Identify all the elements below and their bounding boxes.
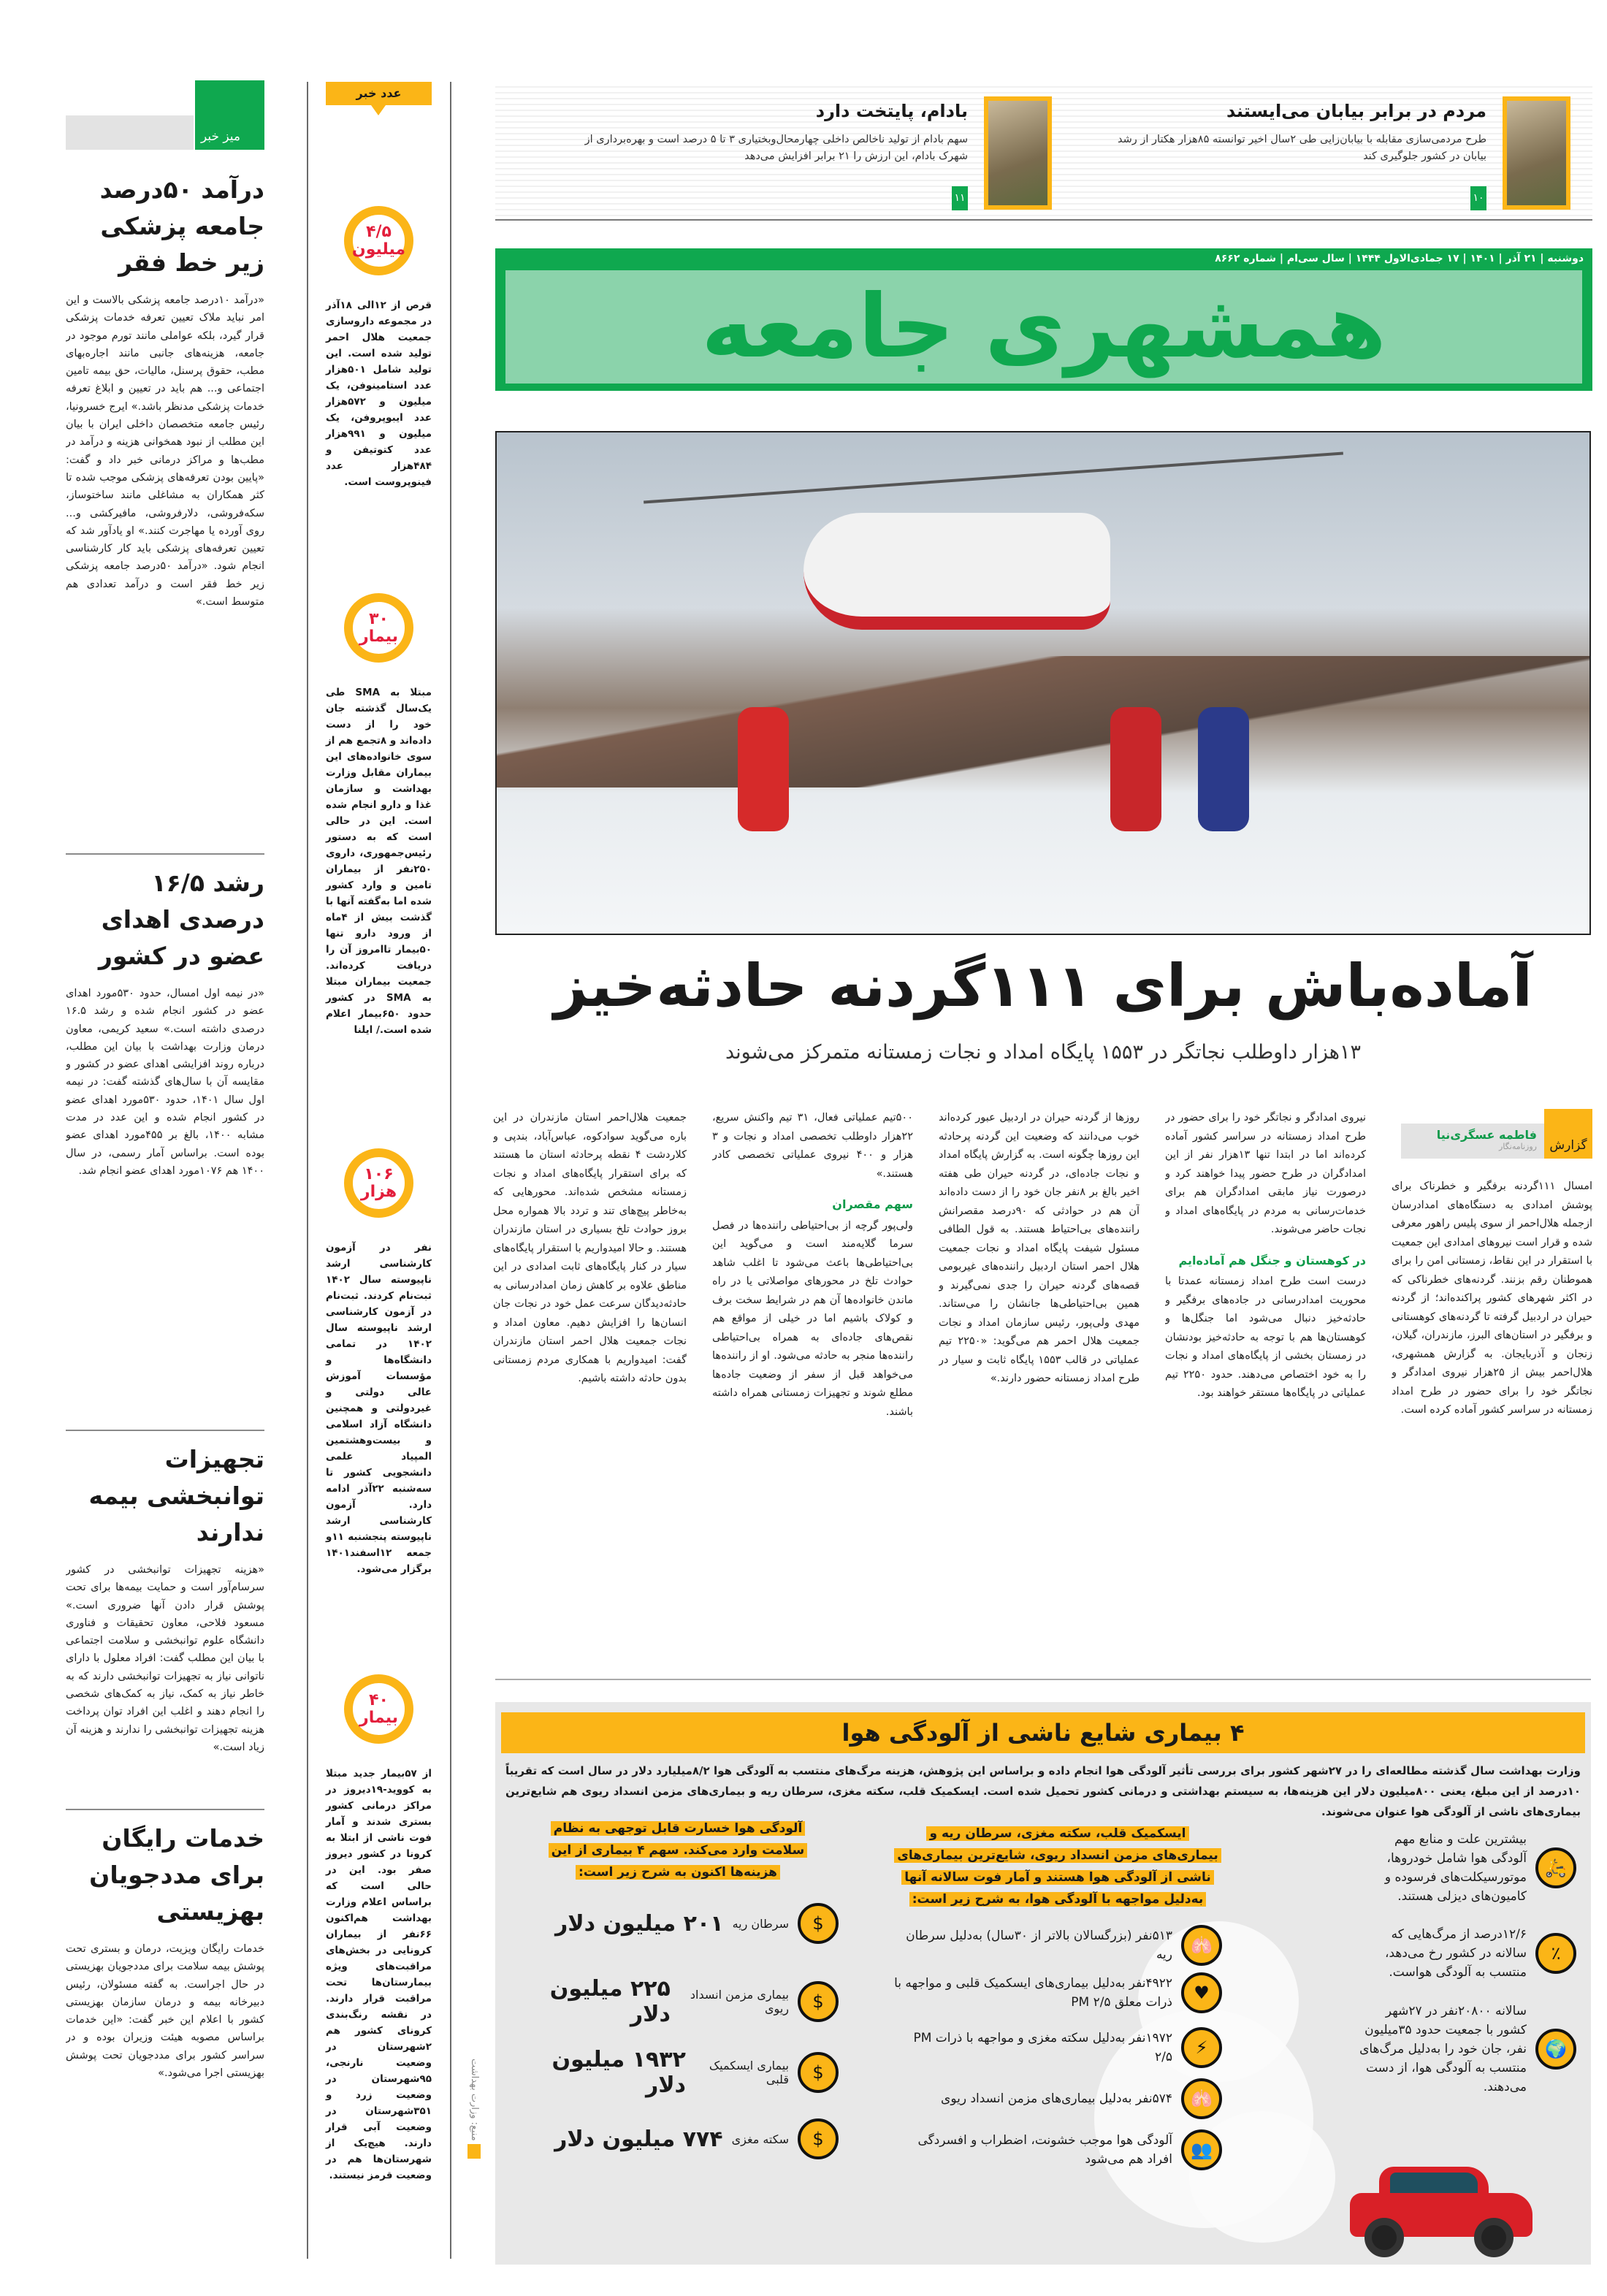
cost-label: سکته مغزی	[731, 2132, 789, 2146]
report-tag: گزارش	[1544, 1109, 1592, 1159]
article-column	[1165, 1109, 1366, 1664]
lungs-cancer-icon: 🫁	[1181, 1925, 1222, 1966]
cost-amount: ۱۹۳۲ میلیون دلار	[551, 2047, 686, 2098]
car-wheel	[1474, 2218, 1514, 2257]
section-tag-bar	[66, 115, 194, 150]
teaser-photo	[984, 96, 1052, 210]
number-text: از ۵۷بیمار جدید مبتلا به کووید-۱۹دیروز در مراکز درمانی کشور بستری شدند و آمار فوت ناشی از ابتلا به کرونا در کشور دیروز صفر بود. این در حالی است که براساس اعلام وزارت بهداشت هم‌اکنون ۶۶نفر از بیماران کرونایی در بخش‌های مراقبت‌های ویژه بیمارستان‌ها تحت مراقبت قرار دارند. در نقشه رنگ‌بندی کرونای کشور هم ۲شهرستان در وضعیت نارنجی، ۹۵شهرستان در وضعیت زرد و ۳۵۱شهرستان در وضعیت آبی قرار دارند. هیچ‌یک از شهرستان‌ها هم در وضعیت قرمز نیستند.	[326, 1768, 432, 2181]
death-stat	[893, 2078, 1222, 2119]
cost-item	[524, 1903, 839, 1944]
number-text: مبتلا به SMA طی یک‌سال گذشته جان خود را از دست داده‌اند و ۸تجمع هم از سوی خانواده‌های این بیماران مقابل وزارت بهداشت و سازمان غذا و دارو انجام شده است. این در حالی است که به دستور رئیس‌جمهوری، داروی ۲۵۰نفر از بیماران تامین و وارد کشور شده اما به‌گفته آنها با گذشت بیش از ۴ماه از ورود دارو تنها ۵۰بیمار تاامروز آن را دریافت کرده‌اند. جمعیت بیماران مبتلا به SMA در کشور حدود ۶۵۰بیمار اعلام شده است./ ایلنا	[326, 687, 432, 1036]
number-news-item	[326, 1148, 432, 1577]
main-subhead: ۱۳هزار داوطلب نجاتگر در ۱۵۵۳ پایگاه امداد و نجات زمستانه متمرکز می‌شوند	[725, 1041, 1362, 1064]
cost-amount: ۲۰۱ میلیون دلار	[555, 1910, 724, 1937]
teaser-item[interactable]	[1103, 96, 1570, 210]
death-stat	[893, 2129, 1222, 2170]
author-box	[1401, 1124, 1544, 1159]
costs-heading	[539, 1818, 817, 1883]
article-text: ۵۰۰تیم عملیاتی فعال، ۳۱ تیم واکنش سریع، ۲۲هزار داوطلب تخصصی امداد و نجات و ۳ هزار و ۴۰۰ نیروی عملیاتی تخصصی کادر هستند.»	[712, 1112, 913, 1180]
fact-text: ۱۲/۶درصد از مرگ‌هایی که سالانه در کشور رخ می‌دهد، منتسب به آلودگی هواست.	[1384, 1927, 1527, 1980]
infographic-intro: وزارت بهداشت سال گذشته مطالعه‌ای را در ۲۷شهر کشور برای بررسی تأثیر آلودگی هوا انجام داده و براساس این پژوهش، هزینه مرگ‌های منتسب به آلودگی هوا ۸/۲میلیارد دلار در سال است که تقریباً ۱۰درصد از این مبلغ، یعنی ۸۰۰میلیون دلار این هزینه‌ها، به سیستم بهداشتی و درمانی کشور تحمیل شده است. ایسکمیک قلب، سکته مغزی، سرطان ریه و بیماری‌های مزمن انسداد ریوی هم شایع‌ترین بیماری‌های ناشی از آلودگی هوا عنوان می‌شوند.	[505, 1764, 1581, 1818]
article-text: درست است طرح امداد زمستانه عمدتا با محوریت امدادرسانی در جاده‌های برفگیر و حادثه‌خیز دنبال می‌شود اما جنگل‌ها و کوهستان‌ها هم با توجه به حادثه‌خیز بودنشان در زمستان بخشی از پایگاه‌های امداد و نجات را به خود اختصاص می‌دهند. حدود ۲۲۵۰ تیم عملیاتی در پایگاه‌ها مستقر خواهند بود.	[1165, 1275, 1366, 1399]
death-stat-text: ۵۱۳نفر (بزرگسالان بالاتر از ۳۰سال) به‌دلیل سرطان ریه	[906, 1929, 1172, 1962]
teaser-summary: طرح مردمی‌سازی مقابله با بیابان‌زایی طی ۲سال اخیر توانسته ۸۵هزار هکتار از رشد بیابان در کشور جلوگیری کند	[1118, 134, 1486, 162]
article-text: نیروی امدادگر و نجاتگر خود را برای حضور در طرح امداد زمستانه در سراسر کشور آماده کرده‌اند اما در ابتدا تنها ۱۳هزار نفر از این امدادگران در طرح حضور پیدا خواهند کرد و درصورت نیاز مابقی امدادگران هم برای خدمات‌رسانی به مردم در پایگاه‌های امداد و نجات حاضر می‌شوند.	[1165, 1112, 1366, 1235]
number-unit: بیمار	[359, 1708, 398, 1727]
number-value: ۱۰۶	[364, 1164, 394, 1183]
teaser-page-number[interactable]: ۱۱	[952, 186, 968, 210]
author-name: فاطمه عسگری‌نیا	[1436, 1128, 1537, 1142]
number-unit: بیمار	[359, 627, 398, 646]
car-wheel	[1364, 2218, 1404, 2257]
death-stat	[893, 1972, 1222, 2013]
news-story	[66, 1441, 264, 1810]
number-value: ۴/۵	[366, 222, 392, 241]
article-subheading: در کوهستان و جنگل هم آماده‌ایم	[1178, 1253, 1366, 1267]
story-body: «در نیمه اول امسال، حدود ۵۳۰مورد اهدای عضو در کشور انجام شده و رشد ۱۶.۵ درصدی داشته است.» سعید کریمی، معاون درمان وزارت بهداشت با بیان این مطلب، درباره روند افزایشی اهدای عضو در کشور و مقایسه آن با سال‌های گذشته گفت: در نیمه اول سال ۱۴۰۱، حدود ۵۳۰مورد اهدای عضو در کشور انجام شده و این عدد در مدت مشابه ۱۴۰۰، بالغ بر ۴۵۵مورد اهدای عضو بوده است. براساس آمار رسمی، در سال ۱۴۰۰ هم ۱۰۷۶مورد اهدای عضو انجام شد.	[66, 988, 264, 1177]
heart-pulse-icon: ♥	[1181, 1972, 1222, 2013]
divider	[495, 1679, 1591, 1680]
lungs-icon: 🫁	[1181, 2078, 1222, 2119]
number-value: ۴۰	[369, 1690, 389, 1709]
news-story	[66, 865, 264, 1431]
brain-stroke-icon: ⚡	[1181, 2027, 1222, 2068]
death-stat	[893, 1925, 1222, 1966]
main-headline[interactable]: آماده‌باش برای ۱۱۱گردنه حادثه‌خیز	[554, 952, 1532, 1020]
source-marker	[467, 2144, 481, 2159]
news-story	[66, 1820, 264, 2243]
teaser-summary: سهم بادام از تولید ناخالص داخلی چهارمحال‌وبختیاری ۳ تا ۵ درصد است و بهره‌برداری از شهرک بادام، این ارزش را ۲۱ برابر افزایش می‌دهد	[584, 134, 968, 162]
article-text: ولی‌پور گرچه از بی‌احتیاطی راننده‌ها در فصل سرما گلایه‌مند است و می‌گوید این بی‌احتیاطی‌ها باعث می‌شود تا اغلب شاهد حوادث تلخ در محورهای مواصلاتی یا در راه ماندن خانواده‌ها آن هم در شرایط سخت برف و کولاک باشیم اما در خیلی از مواقع هم نقص‌های جاده‌ای به همراه بی‌احتیاطی راننده‌ها منجر به حادثه می‌شود. او از راننده‌ها می‌خواهد قبل از سفر از وضعیت جاده‌ها مطلع شوند و تجهیزات زمستانی همراه داشته باشند.	[712, 1219, 913, 1418]
article-text: امسال ۱۱۱گردنه برفگیر و خطرناک برای پوشش امدادی به دستگاه‌های امدادرسان ازجمله هلال‌احمر از سوی پلیس راهور معرفی شده و قرار است نیروهای امدادی این جمعیت با استقرار در این نقاط، زمستانی امن را برای هموطنان رقم بزنند. گردنه‌های خطرناکی که در اکثر شهرهای کشور پراکنده‌اند؛ از گردنه حیران در اردبیل گرفته تا گردنه‌های کوهستانی و برفگیر در استان‌های البرز، مازندران، گیلان، زنجان و آذربایجان. به گزارش همشهری، هلال‌احمر بیش از ۲۵هزار نیروی امدادگر و نجاتگر خود را برای حضور در طرح امداد زمستانه در سراسر کشور آماده کرده است.	[1392, 1181, 1592, 1416]
fact-item	[1357, 2002, 1576, 2097]
hero-photo-helicopter-rescue	[495, 431, 1591, 935]
number-news-item	[326, 1674, 432, 2184]
article-subheading: سهم مقصران	[832, 1197, 913, 1211]
fact-item	[1357, 1830, 1576, 1906]
banknote-icon: $	[798, 2052, 839, 2093]
fact-text: سالانه ۲۰۸۰۰نفر در ۲۷شهر کشور با جمعیت حدود ۳۵میلیون نفر، جان خود را به‌دلیل مرگ‌های منتسب به آلودگی هوا، از دست می‌دهند.	[1359, 2004, 1527, 2094]
number-news-item	[326, 206, 432, 490]
number-unit: میلیون	[351, 240, 406, 259]
number-value: ۳۰	[369, 609, 389, 628]
number-news-item	[326, 593, 432, 1038]
money-bag-coins-icon: $	[798, 1981, 839, 2022]
teaser-page-number[interactable]: ۱۰	[1470, 186, 1486, 210]
teaser-photo	[1503, 96, 1570, 210]
story-headline[interactable]: رشد ۱۶/۵ درصدی اهدای عضو در کشور	[98, 869, 264, 970]
infographic-source	[467, 2059, 481, 2163]
coin-hand-icon: $	[798, 1903, 839, 1944]
deaths-heading-text: ایسکمیک قلب، سکته مغزی، سرطان ریه و بیماری‌های مزمن انسداد ریوی، شایع‌ترین بیماری‌های ناشی از آلودگی هوا هستند و آمار فوت سالانه آنها به‌دلیل مواجهه با آلودگی هوا، به شرح زیر است:	[894, 1826, 1221, 1907]
article-column	[493, 1109, 687, 1664]
cost-amount: ۷۷۴ میلیون دلار	[554, 2126, 723, 2152]
story-headline[interactable]: تجهیزات توانبخشی بیمه ندارند	[88, 1445, 264, 1546]
infographic-title: ۴ بیماری شایع ناشی از آلودگی هوا	[501, 1712, 1585, 1753]
red-car-illustration	[1350, 2170, 1532, 2257]
fact-text: بیشترین علت و منابع مهم آلودگی هوا شامل خودروها، موتورسیکلت‌های فرسوده و کامیون‌های دیزلی هستند.	[1384, 1832, 1527, 1904]
rotor-shape	[644, 452, 1343, 504]
deaths-heading	[893, 1823, 1222, 1910]
number-badge	[344, 206, 413, 275]
mountain-shape	[497, 656, 1589, 787]
air-pollution-infographic	[495, 1702, 1591, 2265]
death-stat-text: ۵۷۴نفر به‌دلیل بیماری‌های مزمن انسداد ریوی	[941, 2091, 1172, 2106]
number-news-column	[307, 82, 451, 2259]
source-text: منبع: وزارت بهداشت	[469, 2059, 480, 2141]
cost-item	[524, 2118, 839, 2159]
article-column	[1392, 1178, 1592, 1663]
rescuer-figure	[1198, 707, 1249, 831]
helicopter-shape	[804, 513, 1110, 630]
number-badge	[344, 1148, 413, 1218]
number-unit: هزار	[360, 1182, 397, 1201]
motorcycle-icon: 🛵	[1535, 1847, 1576, 1888]
death-stat-text: ۱۹۷۲نفر به‌دلیل سکته مغزی و مواجهه با ذرات PM ۲/۵	[913, 2031, 1172, 2064]
cost-amount: ۲۲۵ میلیون دلار	[549, 1976, 671, 2027]
cost-label: بیماری ایسکمیک قلبی	[709, 2059, 789, 2086]
section-tag-label: میز خبر	[195, 80, 264, 150]
cost-label: سرطان ریه	[732, 1916, 789, 1931]
number-badge	[344, 1674, 413, 1744]
car-window	[1390, 2173, 1478, 2194]
teaser-strip	[495, 82, 1592, 221]
number-text: قرص از ۱۲الی ۱۸آذر در مجموعه داروسازی جمعیت هلال احمر تولید شده است. این تولید شامل ۵۰۱هزار عدد استامینوفن، یک میلیون و ۵۷۲هزار عدد ایبوپروفن، یک میلیون و ۹۹۱هزار عدد کتوتیفن و ۴۸۴هزار عدد فینوپروست است.	[326, 300, 432, 488]
world-map-icon: 🌍	[1535, 2029, 1576, 2070]
byline	[1392, 1109, 1592, 1159]
section-tag	[66, 80, 264, 150]
news-desk-column	[66, 80, 264, 2253]
fact-item	[1357, 1925, 1576, 1982]
cost-label: بیماری مزمن انسداد ریوی	[690, 1988, 789, 2015]
teaser-headline[interactable]: بادام، پایتخت دارد	[815, 101, 968, 121]
rescuer-figure	[738, 707, 789, 831]
news-story	[66, 172, 264, 855]
story-headline[interactable]: خدمات رایگان برای مددجویان بهزیستی	[89, 1824, 264, 1926]
article-column	[939, 1109, 1140, 1664]
teaser-headline[interactable]: مردم در برابر بیابان می‌ایستند	[1226, 101, 1486, 121]
dateline: دوشنبه | ۲۱ آذر | ۱۴۰۱ | ۱۷ جمادی‌الاول ۱۴۴۴ | سال سی‌ام | شماره ۸۶۶۲	[1215, 253, 1584, 264]
cost-item	[524, 1976, 839, 2027]
masthead	[495, 248, 1592, 391]
article-column	[712, 1109, 913, 1664]
death-stat-text: ۴۹۲۲نفر به‌دلیل بیماری‌های ایسکمیک قلبی و مواجهه با ذرات معلق PM ۲/۵	[894, 1976, 1172, 2010]
percent-pie-icon: ٪	[1535, 1933, 1576, 1974]
death-stat-text: آلودگی هوا موجب خشونت، اضطراب و افسردگی افراد هم می‌شود	[917, 2133, 1172, 2167]
logo-text: همشهری جامعه	[701, 275, 1386, 378]
cost-item	[524, 2047, 839, 2098]
number-text: نفر در آزمون کارشناسی ارشد ناپیوسته سال ۱۴۰۲ ثبت‌نام کردند. ثبت‌نام در آزمون کارشناسی ارشد ناپیوسته سال ۱۴۰۲ در تمامی دانشگاه‌ها و مؤسسات آموزش عالی دولتی و غیردولتی و همچنین دانشگاه آزاد اسلامی و بیست‌وهشتمین المپیاد علمی دانشجویی کشور تا سه‌شنبه ۲۲آذر ادامه دارد. آزمون کارشناسی ارشد ناپیوسته پنجشنبه ۱۱و جمعه ۱۲اسفند۱۴۰۱ برگزار می‌شود.	[326, 1242, 432, 1575]
number-news-header: عدد خبر	[326, 82, 432, 105]
story-body: «هزینه تجهیزات توانبخشی در کشور سرسام‌آور است و حمایت بیمه‌ها برای تحت پوشش قرار دادن آنها ضروری است.» مسعود فلاحی، معاون تحقیقات و فناوری دانشگاه علوم توانبخشی و سلامت اجتماعی با بیان این مطلب گفت: افراد معلول با دارای ناتوانی نیاز به تجهیزات توانبخشی دارند که به خاطر نیاز به کمک، نیاز به کمک‌های شخصی را انجام دهند و اغلب این افراد توان پرداخت هزینه تجهیزات توانبخشی را ندارند و هزینه آن زیاد است.»	[66, 1564, 264, 1753]
newspaper-logo[interactable]	[505, 270, 1582, 384]
story-body: خدمات رایگان ویزیت، درمان و بستری تحت پوشش بیمه سلامت برای مددجویان بهزیستی در حال اجراست. به گفته مسئولان، رئیس دبیرخانه بیمه و درمان سازمان بهزیستی کشور با اعلام این خبر گفت: «این خدمات براساس مصوبه هیئت وزیران بوده و در سراسر کشور برای مددجویان تحت پوشش بهزیستی اجرا می‌شود.»	[66, 1943, 264, 2080]
death-stat	[893, 2027, 1222, 2068]
number-badge	[344, 593, 413, 663]
article-text: جمعیت هلال‌احمر استان مازندران در این باره می‌گوید سوادکوه، عباس‌آباد، بندپی و کلاردشت ۴ نقطه پرحادثه استان ما هستند که برای استقرار پایگاه‌های امداد و نجات زمستانه مشخص شده‌اند. محورهایی که به‌خاطر پیچ‌های تند و تردد بالا همواره محل بروز حوادث تلخ بسیاری در استان مازندران هستند. و حالا امیدواریم با استقرار پایگاه‌های سیار در کنار پایگاه‌های ثابت امدادی در این مناطق علاوه بر کاهش زمان امدادرسانی به حادثه‌دیدگان سرعت عمل خود در نجات جان انسان‌ها را افزایش دهیم. معاون امداد و نجات جمعیت هلال احمر استان مازندران گفت: امیدواریم با همکاری مردم زمستانی بدون حادثه داشته باشیم.	[493, 1112, 687, 1384]
teaser-item[interactable]	[541, 96, 1052, 210]
costs-heading-text: آلودگی هوا خسارت قابل توجهی به نظام سلامت وارد می‌کند. سهم ۴ بیماری از این هزینه‌ها اکنون به شرح زیر است:	[549, 1821, 808, 1880]
money-bag-icon: $	[798, 2118, 839, 2159]
author-role: روزنامه‌نگار	[1499, 1142, 1537, 1151]
rescuer-figure	[1110, 707, 1161, 831]
story-headline[interactable]: درآمد ۵۰درصد جامعه پزشکی زیر خط فقر	[99, 175, 264, 277]
story-body: «درآمد ۱۰درصد جامعه پزشکی بالاست و این امر نباید ملاک تعیین تعرفه خدمات پزشکی قرار گیرد، بلکه عواملی مانند تورم موجود در جامعه، هزینه‌های جانبی مانند اجاره‌بهای مطب، حقوق پرسنل، مالیات، حق بیمه تامین اجتماعی و... هم باید در تعیین و ابلاغ تعرفه خدمات پزشکی مدنظر باشد.» ایرج خسرونیا، رئیس جامعه متخصصان داخلی ایران با بیان این مطلب از نبود همخوانی هزینه و درآمد در مطب‌ها و مراکز درمانی خبر داد و گفت: «پایین بودن تعرفه‌های پزشکی موجب شده تا کثر همکاران به مشاغلی مانند ساختوساز، سکه‌فروشی، دلارفروشی، مافیرکشی و... روی آورده یا مهاجرت کنند.» او یادآور شد که تعیین تعرفه‌های پزشکی باید کار کارشناسی انجام شود. «درآمد ۵۰درصد جامعه پزشکی زیر خط فقر است و درآمد تعدادی هم متوسط است.»	[66, 294, 264, 609]
people-conflict-icon: 👥	[1181, 2129, 1222, 2170]
article-text: روزها از گردنه حیران در اردبیل عبور کرده‌اند خوب می‌دانند که وضعیت این گردنه پرحادثه این روزها چگونه است. به گزارش پایگاه امداد و نجات جاده‌ای، در گردنه حیران طی هفته اخیر بالغ بر ۸نفر جان خود را از دست داده‌اند آن هم در حوادثی که ۹۰درصد مقصرانش راننده‌های بی‌احتیاط هستند. به قول الطافی مسئول شیفت پایگاه امداد و نجات جمعیت هلال احمر استان اردبیل راننده‌های غیربومی قصه‌های گردنه حیران را جدی نمی‌گیرند و همین بی‌احتیاطی‌ها جانشان را می‌ستاند. مهدی ولی‌پور، رئیس سازمان امداد و نجات جمعیت هلال احمر هم می‌گوید: «۲۲۵۰ تیم عملیاتی در قالب ۱۵۵۳ پایگاه ثابت و سیار در طرح امداد زمستانه حضور دارند.»	[939, 1112, 1140, 1384]
